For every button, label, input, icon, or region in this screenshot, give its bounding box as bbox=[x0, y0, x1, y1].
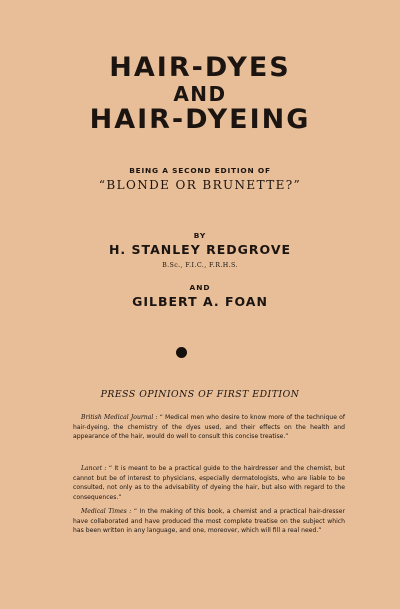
press-quote bbox=[73, 413, 345, 442]
press-opinions-heading: PRESS OPINIONS OF FIRST EDITION bbox=[100, 389, 300, 400]
bullet-ornament bbox=[176, 347, 187, 358]
quote-source: Lancet : bbox=[81, 465, 107, 472]
and-label: AND bbox=[189, 283, 211, 292]
edition-note: BEING A SECOND EDITION OF bbox=[129, 166, 271, 175]
quote-text: “ It is meant to be a practical guide to the hairdresser and the chemist, but cannot but be of interest to physicians, especially dermatologists, who are liable to be consulted, not only as to the advisability of dyeing the hair, but also with regard to the consequences.” bbox=[73, 465, 345, 501]
title-line-3: HAIR-DYEING bbox=[89, 104, 311, 135]
quote-text: “ In the making of this book, a chemist and a practical hair-dresser have collaborated and have produced the most complete treatise on the subject which has been written in any language, and one, moreover, which will fill a real need.” bbox=[73, 508, 345, 534]
quote-text: “ Medical men who desire to know more of the technique of hair-dyeing, the chemistry of the dyes used, and their effects on the health and appearance of the hair, would do well to consult this concise treatise.” bbox=[73, 414, 345, 440]
title-line-1: HAIR-DYES bbox=[109, 52, 291, 83]
press-quote bbox=[73, 507, 345, 536]
press-quote bbox=[73, 464, 345, 502]
author-1-name: H. STANLEY REDGROVE bbox=[108, 242, 292, 257]
quote-source: Medical Times : bbox=[81, 508, 132, 515]
author-1-credentials: B.Sc., F.I.C., F.R.H.S. bbox=[162, 262, 238, 269]
by-label: BY bbox=[193, 231, 207, 240]
quote-source: British Medical Journal : bbox=[81, 414, 158, 421]
original-title: “BLONDE OR BRUNETTE?” bbox=[98, 178, 302, 192]
title-line-2: AND bbox=[173, 82, 227, 106]
author-2-name: GILBERT A. FOAN bbox=[132, 294, 268, 309]
